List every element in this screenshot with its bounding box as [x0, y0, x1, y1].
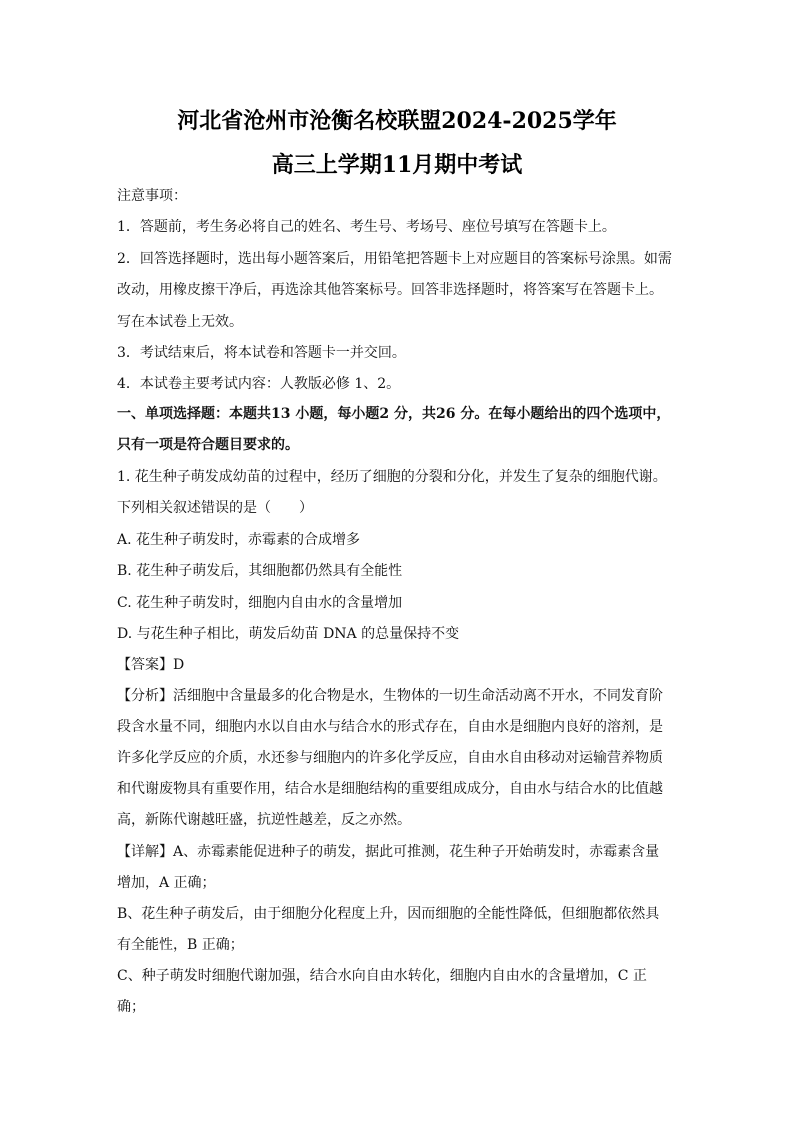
notice-item: 4．本试卷主要考试内容：人教版必修 1、2。: [117, 376, 401, 392]
analysis-line: 和代谢废物具有重要作用，结合水是细胞结构的重要组成成分，自由水与结合水的比值越: [117, 781, 663, 797]
notice-item: 写在本试卷上无效。: [117, 314, 243, 330]
option-a: A. 花生种子萌发时，赤霉素的合成增多: [117, 532, 361, 548]
notice-item: 改动，用橡皮擦干净后，再选涂其他答案标号。回答非选择题时，将答案写在答题卡上。: [117, 282, 663, 298]
question-stem: 1. 花生种子萌发成幼苗的过程中，经历了细胞的分裂和分化，并发生了复杂的细胞代谢。: [117, 469, 667, 485]
answer-line: 【答案】D: [117, 657, 185, 673]
analysis-line: 高，新陈代谢越旺盛，抗逆性越差，反之亦然。: [117, 812, 411, 828]
detail-line: C、种子萌发时细胞代谢加强，结合水向自由水转化，细胞内自由水的含量增加，C 正: [117, 968, 647, 984]
question-stem: 下列相关叙述错误的是（ ）: [117, 500, 313, 516]
notice-item: 3．考试结束后，将本试卷和答题卡一并交回。: [117, 345, 406, 361]
option-b: B. 花生种子萌发后，其细胞都仍然具有全能性: [117, 563, 403, 579]
section-heading-line-1: 一、单项选择题：本题共13 小题，每小题2 分，共26 分。在每小题给出的四个选项中，: [117, 406, 671, 422]
detail-line: 确；: [117, 999, 145, 1015]
option-d: D. 与花生种子相比，萌发后幼苗 DNA 的总量保持不变: [117, 626, 460, 642]
title-line-1: 河北省沧州市沧衡名校联盟2024-2025学年: [177, 108, 617, 134]
notice-item: 2．回答选择题时，选出每小题答案后，用铅笔把答题卡上对应题目的答案标号涂黑。如需: [117, 251, 672, 267]
title-line-2: 高三上学期11月期中考试: [271, 152, 523, 178]
detail-line: 【详解】A、赤霉素能促进种子的萌发，据此可推测，花生种子开始萌发时，赤霉素含量: [117, 844, 660, 860]
analysis-line: 【分析】活细胞中含量最多的化合物是水，生物体的一切生命活动离不开水，不同发育阶: [117, 688, 663, 704]
notice-item: 1．答题前，考生务必将自己的姓名、考生号、考场号、座位号填写在答题卡上。: [117, 219, 616, 235]
analysis-line: 段含水量不同，细胞内水以自由水与结合水的形式存在，自由水是细胞内良好的溶剂，是: [117, 719, 663, 735]
section-heading-line-2: 只有一项是符合题目要求的。: [117, 437, 299, 453]
analysis-line: 许多化学反应的介质，水还参与细胞内的许多化学反应，自由水自由移动对运输营养物质: [117, 750, 663, 766]
detail-line: B、花生种子萌发后，由于细胞分化程度上升，因而细胞的全能性降低，但细胞都依然具: [117, 906, 660, 922]
notice-heading: 注意事项：: [117, 188, 187, 204]
detail-line: 增加，A 正确；: [117, 875, 216, 891]
option-c: C. 花生种子萌发时，细胞内自由水的含量增加: [117, 595, 403, 611]
detail-line: 有全能性，B 正确；: [117, 937, 244, 953]
